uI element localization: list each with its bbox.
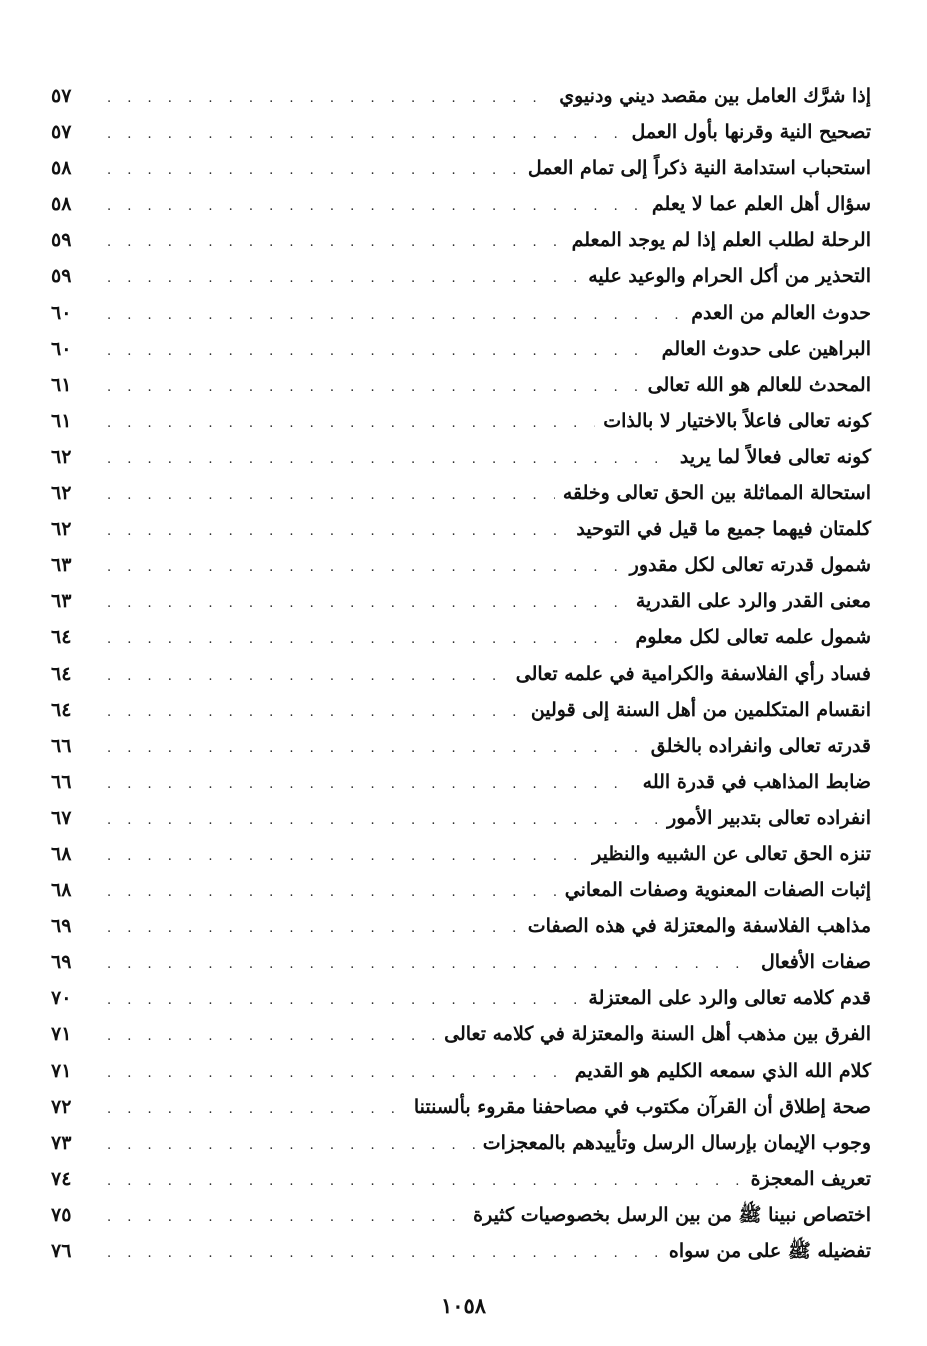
- toc-entry: [51, 800, 871, 836]
- dot-leader: [107, 1236, 661, 1272]
- toc-entry-title: قدم كلامه تعالى والرد على المعتزلة: [588, 987, 871, 1010]
- toc-entry-page: ٦٦: [51, 734, 72, 757]
- toc-entry-page: ٧٠: [51, 987, 72, 1010]
- dot-leader: [107, 911, 520, 947]
- toc-entry-title: تنزه الحق تعالى عن الشبيه والنظير: [592, 842, 871, 865]
- toc-entry-title: تعريف المعجزة: [750, 1167, 871, 1190]
- dot-leader: [107, 478, 555, 514]
- dot-leader: [107, 659, 508, 695]
- dot-leader: [107, 514, 568, 550]
- toc-entry: [51, 222, 871, 258]
- toc-entry: [51, 1197, 871, 1233]
- dot-leader: [107, 550, 622, 586]
- toc-entry: [51, 511, 871, 547]
- toc-entry-page: ٦٤: [51, 662, 72, 685]
- dot-leader: [107, 370, 640, 406]
- toc-entry: [51, 114, 871, 150]
- dot-leader: [107, 875, 557, 911]
- toc-entry-page: ٥٩: [51, 265, 72, 288]
- toc-entry-page: ٧٤: [51, 1167, 72, 1190]
- toc-entry-page: ٦٤: [51, 626, 72, 649]
- toc-entry-page: ٥٧: [51, 121, 72, 144]
- toc-entry: [51, 656, 871, 692]
- toc-entry-page: ٦١: [51, 373, 72, 396]
- toc-entry-page: ٧٣: [51, 1131, 72, 1154]
- toc-entry-title: انقسام المتكلمين من أهل السنة إلى قولين: [530, 698, 871, 721]
- dot-leader: [107, 406, 595, 442]
- toc-entry-page: ٦٧: [51, 806, 72, 829]
- toc-entry-page: ٥٧: [51, 85, 72, 107]
- toc-entry: [51, 692, 871, 728]
- dot-leader: [107, 334, 654, 370]
- toc-entry-title: سؤال أهل العلم عما لا يعلم: [651, 193, 871, 216]
- toc-entry: [51, 1016, 871, 1052]
- toc-entry-title: الرحلة لطلب العلم إذا لم يوجد المعلم: [571, 229, 871, 252]
- dot-leader: [107, 839, 584, 875]
- toc-entry: [51, 150, 871, 186]
- toc-entry-page: ٦٠: [51, 337, 72, 360]
- toc-entry-page: ٦٨: [51, 879, 72, 902]
- toc-entry: [51, 619, 871, 655]
- toc-entry-title: صفات الأفعال: [761, 951, 871, 974]
- dot-leader: [107, 586, 628, 622]
- toc-entry-page: ٧١: [51, 1059, 72, 1082]
- toc-entry: [51, 1053, 871, 1089]
- dot-leader: [107, 731, 643, 767]
- toc-entry-page: ٥٨: [51, 193, 72, 216]
- dot-leader: [107, 261, 580, 297]
- dot-leader: [107, 695, 523, 731]
- toc-entry-page: ٦١: [51, 409, 72, 432]
- toc-entry: [51, 980, 871, 1016]
- toc-entry-page: ٦٣: [51, 554, 72, 577]
- toc-entry-page: ٧٦: [51, 1240, 72, 1262]
- toc-entry-title: تصحيح النية وقرنها بأول العمل: [631, 121, 871, 144]
- dot-leader: [107, 1056, 567, 1092]
- toc-entry-page: ٦٨: [51, 842, 72, 865]
- dot-leader: [107, 225, 564, 261]
- dot-leader: [107, 622, 627, 658]
- toc-entry-title: حدوث العالم من العدم: [691, 301, 871, 324]
- dot-leader: [107, 803, 659, 839]
- toc-entry-page: ٦٦: [51, 770, 72, 793]
- toc-entry-title: كونه تعالى فعالاً لما يريد: [679, 445, 871, 468]
- toc-entry: [51, 367, 871, 403]
- toc-entry-title: إثبات الصفات المعنوية وصفات المعاني: [564, 879, 871, 902]
- dot-leader: [107, 117, 624, 153]
- toc-entry-title: تفضيله ﷺ على من سواه: [668, 1240, 871, 1262]
- toc-entry-page: ٦٠: [51, 301, 72, 324]
- toc-entry-title: المحدث للعالم هو الله تعالى: [647, 373, 871, 396]
- dot-leader: [107, 1164, 743, 1200]
- toc-entry-page: ٦٩: [51, 951, 72, 974]
- toc-entry-title: كلمتان فيهما جميع ما قيل في التوحيد: [576, 518, 871, 541]
- toc-entry-page: ٦٤: [51, 698, 72, 721]
- toc-entry: [51, 728, 871, 764]
- dot-leader: [107, 947, 753, 983]
- toc-entry-title: كونه تعالى فاعلاً بالاختيار لا بالذات: [603, 409, 871, 432]
- toc-entry-title: استحالة المماثلة بين الحق تعالى وخلقه: [562, 482, 871, 505]
- toc-entry-page: ٧٥: [51, 1203, 72, 1226]
- toc-entry: [51, 908, 871, 944]
- dot-leader: [107, 983, 580, 1019]
- dot-leader: [107, 189, 644, 225]
- toc-entry-title: التحذير من أكل الحرام والوعيد عليه: [588, 265, 871, 288]
- toc-entry: [51, 439, 871, 475]
- toc-entry-title: وجوب الإيمان بإرسال الرسل وتأييدهم بالمعجزات: [482, 1131, 871, 1154]
- dot-leader: [107, 81, 551, 117]
- toc-entry: [51, 403, 871, 439]
- toc-entry-title: صحة إطلاق أن القرآن مكتوب في مصاحفنا مقروء بألسنتنا: [413, 1095, 871, 1118]
- toc-entry-page: ٥٨: [51, 157, 72, 180]
- toc-entry: [51, 1089, 871, 1125]
- toc-entry: [51, 1161, 871, 1197]
- toc-entry-page: ٦٢: [51, 518, 72, 541]
- toc-entry: [51, 583, 871, 619]
- dot-leader: [107, 1092, 406, 1128]
- toc-entry-title: شمول علمه تعالى لكل معلوم: [635, 626, 871, 649]
- toc-entry-page: ٥٩: [51, 229, 72, 252]
- toc-entry-page: ٧١: [51, 1023, 72, 1046]
- toc-entry-title: كلام الله الذي سمعه الكليم هو القديم: [574, 1059, 871, 1082]
- toc-entry-title: قدرته تعالى وانفراده بالخلق: [650, 734, 871, 757]
- toc-entry-title: الفرق بين مذهب أهل السنة والمعتزلة في كلامه تعالى: [444, 1023, 871, 1046]
- toc-entry-page: ٦٩: [51, 915, 72, 938]
- toc-entry-title: شمول قدرته تعالى لكل مقدور: [629, 554, 871, 577]
- dot-leader: [107, 1019, 436, 1055]
- dot-leader: [107, 767, 635, 803]
- toc-entry-page: ٦٢: [51, 445, 72, 468]
- dot-leader: [107, 1200, 465, 1236]
- toc-entry: [51, 1233, 871, 1269]
- toc-entry-title: معنى القدر والرد على القدرية: [635, 590, 871, 613]
- toc-entry-page: ٧٢: [51, 1095, 72, 1118]
- toc-entry: [51, 258, 871, 294]
- dot-leader: [107, 1128, 475, 1164]
- toc-entry: [51, 944, 871, 980]
- toc-entry: [51, 1125, 871, 1161]
- toc-entry: [51, 547, 871, 583]
- dot-leader: [107, 298, 683, 334]
- toc-entry: [51, 475, 871, 511]
- toc-entry-title: إذا شرَّك العامل بين مقصد ديني ودنيوي: [559, 85, 871, 107]
- toc-entry-title: استحباب استدامة النية ذكراً إلى تمام العمل: [527, 157, 871, 180]
- toc-entry: [51, 331, 871, 367]
- toc-entry: [51, 872, 871, 908]
- toc-entry: [51, 295, 871, 331]
- toc-entry: [51, 764, 871, 800]
- toc-entry: [51, 186, 871, 222]
- toc-entry-page: ٦٣: [51, 590, 72, 613]
- table-of-contents: [51, 78, 871, 1269]
- toc-entry: [51, 836, 871, 872]
- toc-entry-title: البراهين على حدوث العالم: [661, 337, 871, 360]
- toc-entry-title: مذاهب الفلاسفة والمعتزلة في هذه الصفات: [527, 915, 871, 938]
- dot-leader: [107, 153, 520, 189]
- toc-entry: [51, 78, 871, 114]
- toc-entry-page: ٦٢: [51, 482, 72, 505]
- toc-entry-title: اختصاص نبينا ﷺ من بين الرسل بخصوصيات كثيرة: [473, 1203, 871, 1226]
- toc-entry-title: ضابط المذاهب في قدرة الله: [642, 770, 871, 793]
- toc-entry-title: انفراده تعالى بتدبير الأمور: [667, 806, 871, 829]
- page-number: ١٠٥٨: [440, 1293, 487, 1318]
- dot-leader: [107, 442, 672, 478]
- toc-entry-title: فساد رأي الفلاسفة والكرامية في علمه تعالى: [515, 662, 871, 685]
